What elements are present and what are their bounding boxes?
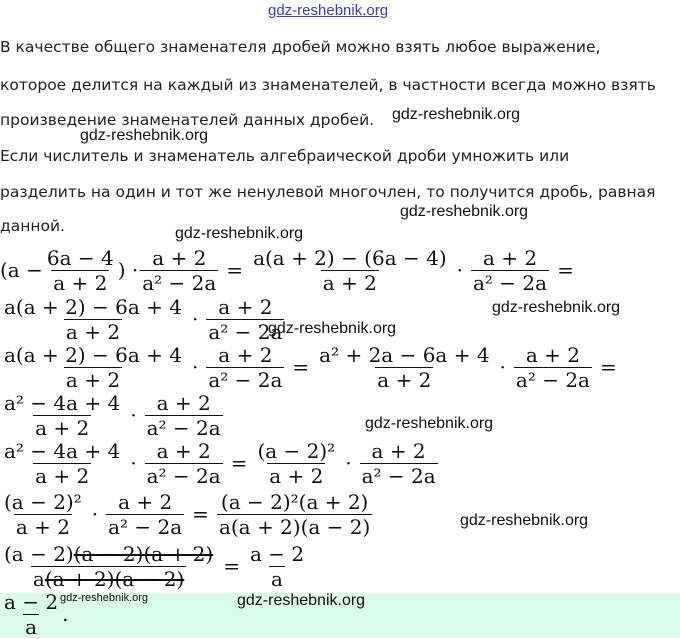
denominator: a + 2	[377, 367, 432, 392]
multiply-dot: ·	[130, 451, 137, 475]
numerator: 6a − 4	[46, 245, 114, 270]
numerator: a(a + 2) − 6a + 4	[4, 294, 182, 319]
paren-open: (a −	[0, 258, 43, 282]
watermark: gdz-reshebnik.org	[175, 225, 304, 242]
answer-line	[0, 590, 68, 638]
equals-sign: =	[223, 554, 240, 578]
math-line-6	[0, 488, 374, 540]
multiply-dot: ·	[345, 451, 352, 475]
watermark-link-top[interactable]: gdz-reshebnik.org	[268, 2, 389, 19]
denominator: a² − 2a	[142, 270, 217, 295]
factor: (a − 2)	[4, 541, 74, 566]
paragraph-line: которое делится на каждый из знаменателей, в частности всегда можно взять	[0, 76, 656, 94]
numerator: a(a + 2) − (6a − 4)	[253, 245, 447, 270]
fraction	[2, 391, 122, 440]
paragraph-line: Если числитель и знаменатель алгебраической дроби умножить или	[0, 147, 570, 165]
fraction	[248, 542, 306, 591]
answer-fraction	[2, 590, 60, 639]
numerator: a² − 4a + 4	[4, 438, 121, 463]
equals-sign: =	[192, 502, 209, 526]
denominator: a² − 2a	[146, 463, 221, 488]
denominator: a² − 2a	[108, 514, 183, 539]
watermark-small: gdz-reshebnik.org	[60, 592, 149, 604]
numerator: a − 2	[4, 589, 59, 614]
fraction	[206, 343, 284, 392]
denominator: a² − 2a	[146, 415, 221, 440]
fraction	[317, 343, 491, 392]
fraction-cancelled	[2, 542, 215, 591]
fraction	[255, 439, 337, 488]
fraction	[514, 343, 592, 392]
watermark: gdz-reshebnik.org	[492, 299, 621, 316]
multiply-dot: ·	[91, 502, 99, 526]
watermark: gdz-reshebnik.org	[460, 512, 589, 529]
watermark: gdz-reshebnik.org	[268, 320, 397, 337]
fraction	[206, 295, 284, 344]
numerator: a(a + 2) − 6a + 4	[4, 342, 182, 367]
equals-sign: =	[230, 451, 248, 475]
multiply-dot: ·	[191, 307, 199, 331]
denominator: a + 2	[65, 367, 121, 392]
numerator: a + 2	[482, 245, 538, 270]
numerator: a² + 2a − 6a + 4	[319, 342, 490, 367]
fraction	[217, 490, 372, 539]
numerator: (a − 2)²(a + 2)	[220, 489, 369, 514]
denominator: a	[271, 566, 283, 591]
equals-sign: =	[226, 258, 244, 282]
numerator: a + 2	[156, 438, 211, 463]
denominator: a + 2	[65, 319, 121, 344]
denominator: a(a + 2)(a − 2)	[218, 514, 371, 539]
fraction	[2, 439, 122, 488]
fraction	[2, 343, 184, 392]
fraction	[360, 439, 438, 488]
fraction	[45, 246, 116, 295]
math-line-5	[0, 438, 440, 488]
factor: a	[32, 566, 45, 591]
multiply-dot: ·	[130, 403, 137, 427]
fraction	[140, 246, 218, 295]
numerator	[2, 542, 215, 566]
fraction	[471, 246, 549, 295]
fraction	[145, 439, 223, 488]
fraction	[2, 295, 184, 344]
denominator: a² − 2a	[208, 367, 283, 392]
watermark: gdz-reshebnik.org	[365, 415, 494, 432]
fraction	[145, 391, 223, 440]
multiply-dot: ·	[456, 258, 463, 282]
fraction	[2, 490, 84, 539]
period: .	[62, 602, 69, 626]
equals-sign: =	[599, 355, 617, 379]
paragraph-line: разделить на один и тот же ненулевой многочлен, то получится дробь, равная	[0, 183, 656, 201]
numerator: (a − 2)²	[4, 489, 82, 514]
numerator: (a − 2)²	[257, 438, 336, 463]
denominator: a + 2	[15, 514, 70, 539]
paren-close: ) ·	[117, 258, 139, 282]
paragraph-line: произведение знаменателей данных дробей.	[0, 111, 375, 129]
fraction	[251, 246, 449, 295]
denominator: a² − 2a	[473, 270, 548, 295]
watermark: gdz-reshebnik.org	[237, 592, 366, 609]
multiply-dot: ·	[499, 355, 506, 379]
denominator: a² − 2a	[515, 367, 590, 392]
watermark: gdz-reshebnik.org	[80, 127, 209, 144]
numerator: a + 2	[218, 342, 273, 367]
numerator: a + 2	[156, 390, 211, 415]
cancelled-factor: (a − 2)(a + 2)	[73, 541, 214, 566]
fraction	[106, 490, 184, 539]
equals-sign: =	[292, 355, 310, 379]
watermark: gdz-reshebnik.org	[400, 203, 529, 220]
denominator	[31, 566, 186, 591]
denominator: a² − 2a	[208, 319, 283, 344]
math-line-2	[0, 294, 286, 344]
denominator: a + 2	[35, 463, 90, 488]
denominator: a + 2	[53, 270, 108, 295]
paragraph-line: В качестве общего знаменателя дробей можно взять любое выражение,	[0, 38, 601, 56]
numerator: a + 2	[118, 489, 173, 514]
numerator: a − 2	[249, 541, 305, 566]
math-line-1	[0, 244, 580, 296]
denominator: a + 2	[269, 463, 324, 488]
denominator: a + 2	[322, 270, 377, 295]
denominator: a² − 2a	[361, 463, 436, 488]
denominator: a + 2	[35, 415, 90, 440]
math-line-7	[0, 540, 308, 592]
numerator: a + 2	[152, 245, 207, 270]
watermark: gdz-reshebnik.org	[392, 106, 521, 123]
equals-sign: =	[557, 258, 574, 282]
paragraph-line: данной.	[0, 217, 65, 235]
multiply-dot: ·	[191, 355, 199, 379]
numerator: a + 2	[218, 294, 273, 319]
cancelled-factor: (a + 2)(a − 2)	[44, 566, 185, 591]
math-line-3	[0, 342, 623, 392]
numerator: a² − 4a + 4	[4, 390, 121, 415]
numerator: a + 2	[525, 342, 580, 367]
denominator: a	[25, 614, 38, 639]
math-line-4	[0, 390, 225, 440]
numerator: a + 2	[371, 438, 426, 463]
